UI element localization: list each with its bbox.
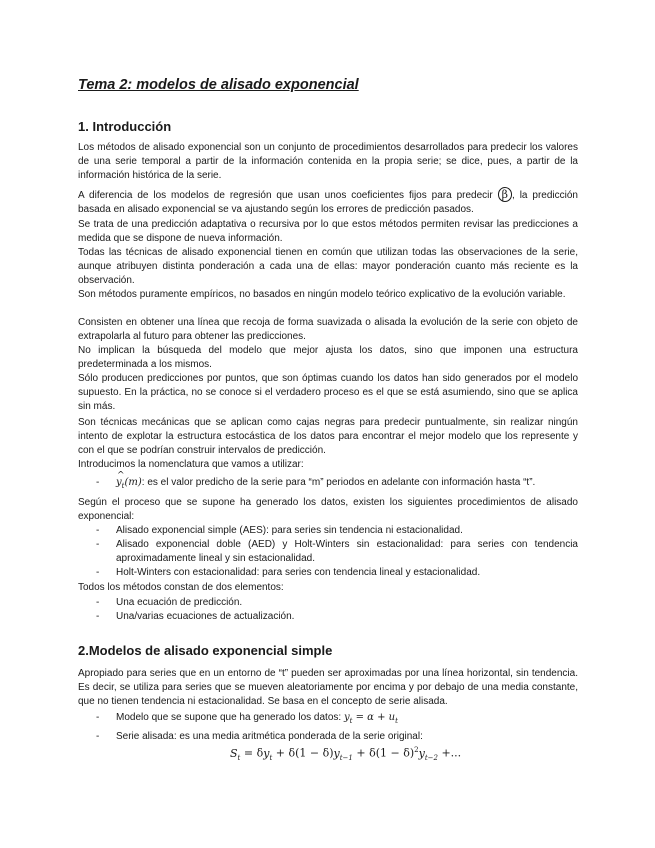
paragraph-text: , la predicción basada en alisado exponencial se va ajustando según los errores de predicción pasados. [78, 190, 578, 215]
list-item: - ^ $y_t(m)$: es el valor predicho de la serie para “m” periodos en adelante con información hasta “t”. [78, 476, 578, 492]
paragraph-text: A diferencia de los modelos de regresión que usan unos coeficientes fijos para predecir [78, 190, 493, 201]
paragraph: Apropiado para series que en un entorno de “t” pueden ser aproximadas por una línea horizontal, sin tendencia. Es decir, se utiliza para series que se mueven aleatoriamente por encima y por debajo de una media constante, que no tienen tendencia ni estacionalidad. Se basa en el concepto de serie alisada. [78, 668, 578, 707]
beta-symbol: β [498, 187, 512, 202]
paragraph: No implican la búsqueda del modelo que mejor ajusta los datos, sino que imponen una estructura predeterminada a los mismos. [78, 345, 578, 370]
section-1-heading: 1. Introducción [78, 119, 172, 134]
paragraph: Consisten en obtener una línea que recoja de forma suavizada o alisada la evolución de la serie con objeto de extrapolarla al futuro para obtener las predicciones. [78, 317, 578, 342]
paragraph: Son métodos puramente empíricos, no basados en ningún modelo teórico explicativo de la evolución variable. [78, 289, 566, 300]
paragraph: Según el proceso que se supone ha generado los datos, existen los siguientes procedimientos de alisado exponencial: [78, 497, 578, 522]
notation-text: : es el valor predicho de la serie para “m” periodos en adelante con información hasta “t”. [141, 477, 536, 488]
paragraph: Introducimos la nomenclatura que vamos a utilizar: [78, 459, 304, 470]
y-hat-symbol: ^ $y_t(m)$ [116, 471, 142, 490]
section-2-heading: 2.Modelos de alisado exponencial simple [78, 643, 333, 658]
paragraph: Todos los métodos constan de dos elementos: [78, 582, 284, 593]
paragraph: Son técnicas mecánicas que se aplican como cajas negras para predecir puntualmente, sin realizar ningún intento de explotar la estructura estocástica de los datos para encontrar el mejor modelo que los represente y con el que se podrían construir intervalos de predicción. [78, 417, 578, 456]
page-title: Tema 2: modelos de alisado exponencial [78, 77, 359, 93]
list-item: - Holt-Winters con estacionalidad: para series con tendencia lineal y estacionalidad. [96, 567, 481, 578]
list-item: - Serie alisada: es una media aritmética ponderada de la serie original: [96, 731, 423, 742]
list-item: - Una ecuación de predicción. [96, 597, 243, 608]
smoothed-series-formula: $S_t = \delta y_t + \delta(1 - \delta)y_{t-1} + \delta(1 - \delta)^2y_{t-2}$ +... [230, 746, 462, 762]
list-item: - Modelo que se supone que ha generado los datos: $y_t = \alpha + u_t$ [96, 712, 398, 725]
paragraph [78, 187, 578, 217]
paragraph: Todas las técnicas de alisado exponencial tienen en común que utilizan todas las observaciones de la serie, aunque atribuyen distinta ponderación a cada una de ellas: mayor ponderación cuanto más reciente es la observación. [78, 247, 578, 286]
paragraph: Se trata de una predicción adaptativa o recursiva por lo que estos métodos permiten revisar las predicciones a medida que se dispone de nueva información. [78, 219, 578, 244]
list-item: - Una/varias ecuaciones de actualización. [96, 611, 295, 622]
model-equation: $y_t = \alpha + u_t$ [343, 712, 398, 725]
paragraph: Sólo producen predicciones por puntos, que son óptimas cuando los datos han sido generados por el modelo supuesto. En la práctica, no se conoce si el verdadero proceso es el que se está asumiendo, sino que se aplica sin más. [78, 373, 578, 412]
list-item: - Alisado exponencial simple (AES): para series sin tendencia ni estacionalidad. [96, 525, 463, 536]
list-item: - Alisado exponencial doble (AED) y Holt-Winters sin estacionalidad: para series con tendencia aproximadamente lineal y sin estacionalidad. [96, 539, 578, 564]
paragraph: Los métodos de alisado exponencial son un conjunto de procedimientos desarrollados para predecir los valores de una serie temporal a partir de la información contenida en la propia serie; se dice, pues, a partir de la información histórica de la serie. [78, 142, 578, 181]
